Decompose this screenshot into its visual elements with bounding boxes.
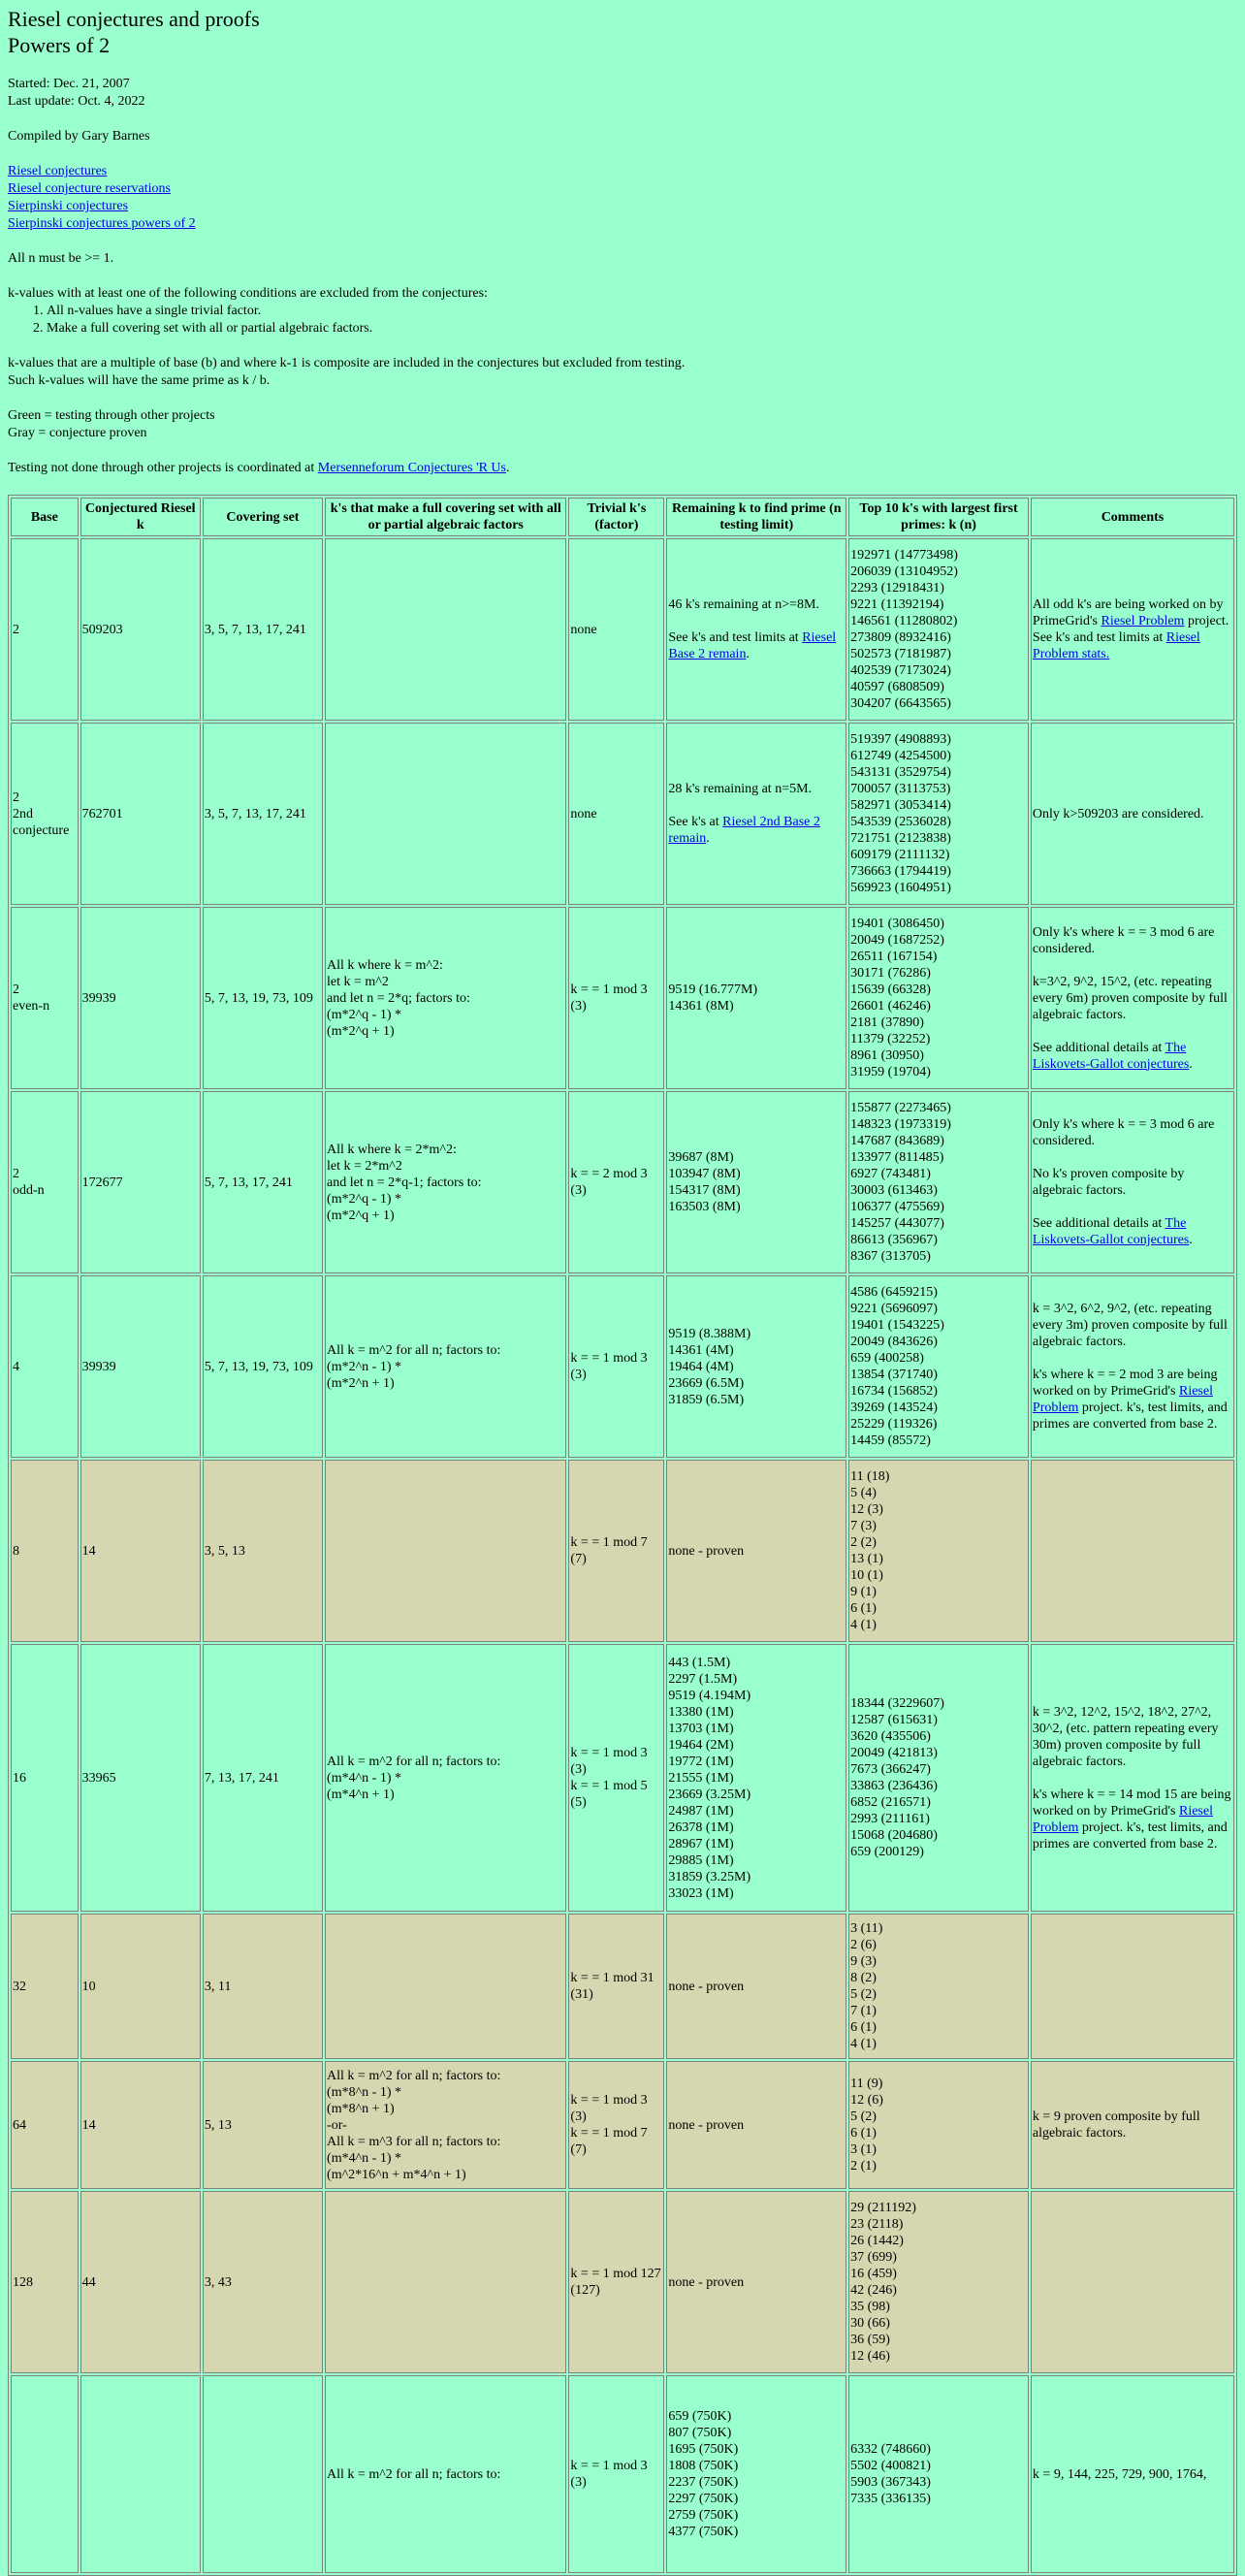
cell-trivial-ks: k = = 1 mod 31 (31) [568, 1914, 664, 2059]
cell-algebraic-ks [325, 1460, 566, 1642]
cell-comments: Only k>509203 are considered. [1031, 723, 1234, 905]
cell-remaining-k: 443 (1.5M) 2297 (1.5M) 9519 (4.194M) 13380 (1M) 13703 (1M) 19464 (2M) 19772 (1M) 21555 (1M) 23669 (3.25M) 24987 (1M) 26378 (1M) 28967 (1M) 29885 (1M) 31859 (3.25M) 33023 (1M) [666, 1644, 846, 1912]
cell-top10: 19401 (3086450) 20049 (1687252) 26511 (167154) 30171 (76286) 15639 (66328) 26601 (46246) 2181 (37890) 11379 (32252) 8961 (30950) 31959 (19704) [848, 907, 1029, 1089]
cell-top10: 11 (18) 5 (4) 12 (3) 7 (3) 2 (2) 13 (1) 10 (1) 9 (1) 6 (1) 4 (1) [848, 1460, 1029, 1642]
cell-algebraic-ks [325, 723, 566, 905]
table-row [11, 2061, 1234, 2189]
table-header-row [11, 498, 1234, 536]
excluded-intro: k-values with at least one of the following conditions are excluded from the conjectures: [8, 286, 488, 301]
cell-comments: k = 3^2, 12^2, 15^2, 18^2, 27^2, 30^2, (etc. pattern repeating every 30m) proven composite by full algebraic factors. k's where k = = 14 mod 15 are being worked on by PrimeGrid's Riesel Problem project. k's, test limits, and primes are converted from base 2. [1031, 1644, 1234, 1912]
cell-remaining-k: 46 k's remaining at n>=8M. See k's and test limits at Riesel Base 2 remain. [666, 538, 846, 721]
cell-conjectured-k: 10 [80, 1914, 201, 2059]
cell-covering-set: 5, 7, 13, 19, 73, 109 [203, 1275, 323, 1458]
green-legend: Green = testing through other projects [8, 408, 215, 423]
cell-top10: 155877 (2273465) 148323 (1973319) 147687 (843689) 133977 (811485) 6927 (743481) 30003 (613463) 106377 (475569) 145257 (443077) 86613 (356967) 8367 (313705) [848, 1091, 1029, 1273]
link-riesel-conjectures[interactable]: Riesel conjectures [8, 164, 108, 178]
cell-top10: 4586 (6459215) 9221 (5696097) 19401 (1543225) 20049 (843626) 659 (400258) 13854 (371740) 16734 (156852) 39269 (143524) 25229 (119326) 14459 (85572) [848, 1275, 1029, 1458]
cell-remaining-k: none - proven [666, 1914, 846, 2059]
cell-base: 32 [11, 1914, 79, 2059]
cell-algebraic-ks: All k = m^2 for all n; factors to: (m*8^n - 1) * (m*8^n + 1) -or- All k = m^3 for all n; factors to: (m*4^n - 1) * (m^2*16^n + m*4^n + 1) [325, 2061, 566, 2189]
comments-link[interactable]: The Liskovets-Gallot conjectures [1032, 1040, 1190, 1072]
cell-top10: 29 (211192) 23 (2118) 26 (1442) 37 (699) 16 (459) 42 (246) 35 (98) 30 (66) 36 (59) 12 (46) [848, 2191, 1029, 2373]
coordination-note: Testing not done through other projects is coordinated at Mersenneforum Conjectures 'R Us. [8, 461, 510, 475]
cell-remaining-k: none - proven [666, 2061, 846, 2189]
cell-covering-set: 3, 5, 13 [203, 1460, 323, 1642]
cell-conjectured-k: 33965 [80, 1644, 201, 1912]
col-header-top10: Top 10 k's with largest first primes: k (n) [848, 498, 1029, 536]
cell-conjectured-k: 14 [80, 1460, 201, 1642]
link-sierpinski-powers-of-2[interactable]: Sierpinski conjectures powers of 2 [8, 216, 196, 231]
link-mersenneforum[interactable]: Mersenneforum Conjectures 'R Us [317, 461, 506, 475]
cell-remaining-k: 9519 (16.777M) 14361 (8M) [666, 907, 846, 1089]
cell-top10: 18344 (3229607) 12587 (615631) 3620 (435506) 20049 (421813) 7673 (366247) 33863 (236436) 6852 (216571) 2993 (211161) 15068 (204680) 659 (200129) [848, 1644, 1029, 1912]
page-subtitle: Powers of 2 [8, 33, 111, 57]
table-row [11, 723, 1234, 905]
cell-trivial-ks: none [568, 538, 664, 721]
cell-trivial-ks: k = = 1 mod 3 (3) [568, 907, 664, 1089]
cell-covering-set: 3, 5, 7, 13, 17, 241 [203, 538, 323, 721]
col-header-covering-set: Covering set [203, 498, 323, 536]
cell-top10: 6332 (748660) 5502 (400821) 5903 (367343) 7335 (336135) [848, 2375, 1029, 2573]
cell-top10: 11 (9) 12 (6) 5 (2) 6 (1) 3 (1) 2 (1) [848, 2061, 1029, 2189]
table-row [11, 538, 1234, 721]
cell-conjectured-k: 762701 [80, 723, 201, 905]
cell-covering-set: 3, 5, 7, 13, 17, 241 [203, 723, 323, 905]
page-title: Riesel conjectures and proofs [8, 7, 260, 31]
col-header-trivial-ks: Trivial k's (factor) [568, 498, 664, 536]
cell-conjectured-k [80, 2375, 201, 2573]
col-header-comments: Comments [1031, 498, 1234, 536]
started-date: Started: Dec. 21, 2007 [8, 77, 130, 91]
gray-legend: Gray = conjecture proven [8, 426, 147, 440]
compiled-by: Compiled by Gary Barnes [8, 129, 150, 144]
cell-conjectured-k: 39939 [80, 907, 201, 1089]
cell-comments: All odd k's are being worked on by PrimeGrid's Riesel Problem project. See k's and test limits at Riesel Problem stats. [1031, 538, 1234, 721]
cell-base: 2 2nd conjecture [11, 723, 79, 905]
cell-top10: 192971 (14773498) 206039 (13104952) 2293 (12918431) 9221 (11392194) 146561 (11280802) 273809 (8932416) 502573 (7181987) 402539 (7173024) 40597 (6808509) 304207 (6643565) [848, 538, 1029, 721]
cell-algebraic-ks: All k where k = m^2: let k = m^2 and let n = 2*q; factors to: (m*2^q - 1) * (m*2^q + 1) [325, 907, 566, 1089]
cell-base: 64 [11, 2061, 79, 2189]
table-row [11, 1275, 1234, 1458]
cell-conjectured-k: 44 [80, 2191, 201, 2373]
table-row [11, 2191, 1234, 2373]
cell-algebraic-ks [325, 1914, 566, 2059]
table-row [11, 1644, 1234, 1912]
condition-item: 1. All n-values have a single trivial factor. [47, 303, 1237, 320]
cell-comments: Only k's where k = = 3 mod 6 are considered. k=3^2, 9^2, 15^2, (etc. repeating every 6m) proven composite by full algebraic factors. See additional details at The Liskovets-Gallot conjectures. [1031, 907, 1234, 1089]
col-header-conjectured-k: Conjectured Riesel k [80, 498, 201, 536]
cell-covering-set: 7, 13, 17, 241 [203, 1644, 323, 1912]
cell-conjectured-k: 14 [80, 2061, 201, 2189]
cell-comments [1031, 1460, 1234, 1642]
cell-covering-set: 5, 7, 13, 17, 241 [203, 1091, 323, 1273]
cell-comments: k = 9 proven composite by full algebraic factors. [1031, 2061, 1234, 2189]
cell-base: 2 [11, 538, 79, 721]
comments-link[interactable]: Riesel Problem [1032, 1384, 1213, 1415]
n-rule: All n must be >= 1. [8, 251, 114, 266]
cell-covering-set: 5, 7, 13, 19, 73, 109 [203, 907, 323, 1089]
table-row [11, 2375, 1234, 2573]
cell-conjectured-k: 172677 [80, 1091, 201, 1273]
cell-remaining-k: 9519 (8.388M) 14361 (4M) 19464 (4M) 23669 (6.5M) 31859 (6.5M) [666, 1275, 846, 1458]
cell-trivial-ks: k = = 1 mod 3 (3) k = = 1 mod 5 (5) [568, 1644, 664, 1912]
multiple-rule: k-values that are a multiple of base (b) and where k-1 is composite are included in the conjectures but excluded from testing. [8, 356, 686, 370]
cell-covering-set: 5, 13 [203, 2061, 323, 2189]
cell-trivial-ks: k = = 1 mod 3 (3) k = = 1 mod 7 (7) [568, 2061, 664, 2189]
cell-base: 8 [11, 1460, 79, 1642]
cell-algebraic-ks [325, 538, 566, 721]
cell-covering-set: 3, 11 [203, 1914, 323, 2059]
remaining-link[interactable]: Riesel Base 2 remain [668, 630, 837, 661]
cell-remaining-k: none - proven [666, 2191, 846, 2373]
cell-covering-set [203, 2375, 323, 2573]
table-body [11, 538, 1234, 2573]
table-row [11, 1091, 1234, 1273]
cell-top10: 3 (11) 2 (6) 9 (3) 8 (2) 5 (2) 7 (1) 6 (1) 4 (1) [848, 1914, 1029, 2059]
comments-link[interactable]: Riesel Problem [1101, 614, 1185, 628]
col-header-remaining-k: Remaining k to find prime (n testing limit) [666, 498, 846, 536]
col-header-base: Base [11, 498, 79, 536]
table-row [11, 1914, 1234, 2059]
table-row [11, 1460, 1234, 1642]
cell-top10: 519397 (4908893) 612749 (4254500) 543131 (3529754) 700057 (3113753) 582971 (3053414) 543539 (2536028) 721751 (2123838) 609179 (2111132) 736663 (1794419) 569923 (1604951) [848, 723, 1029, 905]
cell-comments: Only k's where k = = 3 mod 6 are considered. No k's proven composite by algebraic factors. See additional details at The Liskovets-Gallot conjectures. [1031, 1091, 1234, 1273]
cell-covering-set: 3, 43 [203, 2191, 323, 2373]
cell-algebraic-ks: All k = m^2 for all n; factors to: (m*4^n - 1) * (m*4^n + 1) [325, 1644, 566, 1912]
cell-conjectured-k: 39939 [80, 1275, 201, 1458]
cell-trivial-ks: k = = 1 mod 3 (3) [568, 2375, 664, 2573]
table-row [11, 907, 1234, 1089]
comments-link[interactable]: Riesel Problem [1032, 1803, 1213, 1835]
cell-algebraic-ks: All k = m^2 for all n; factors to: [325, 2375, 566, 2573]
link-sierpinski-conjectures[interactable]: Sierpinski conjectures [8, 199, 129, 213]
link-riesel-reservations[interactable]: Riesel conjecture reservations [8, 181, 171, 196]
last-update-date: Last update: Oct. 4, 2022 [8, 94, 145, 109]
cell-base [11, 2375, 79, 2573]
cell-comments [1031, 2191, 1234, 2373]
cell-comments: k = 3^2, 6^2, 9^2, (etc. repeating every 3m) proven composite by full algebraic factors. k's where k = = 2 mod 3 are being worked on by PrimeGrid's Riesel Problem project. k's, test limits, and primes are converted from base 2. [1031, 1275, 1234, 1458]
cell-base: 4 [11, 1275, 79, 1458]
cell-base: 16 [11, 1644, 79, 1912]
conjectures-table [8, 495, 1237, 2576]
cell-comments: k = 9, 144, 225, 729, 900, 1764, [1031, 2375, 1234, 2573]
nav-links [8, 163, 1237, 233]
excluded-conditions [8, 303, 1237, 338]
cell-algebraic-ks: All k = m^2 for all n; factors to: (m*2^n - 1) * (m*2^n + 1) [325, 1275, 566, 1458]
cell-trivial-ks: k = = 1 mod 3 (3) [568, 1275, 664, 1458]
cell-algebraic-ks: All k where k = 2*m^2: let k = 2*m^2 and let n = 2*q-1; factors to: (m*2^q - 1) * (m*2^q + 1) [325, 1091, 566, 1273]
cell-algebraic-ks [325, 2191, 566, 2373]
cell-trivial-ks: k = = 2 mod 3 (3) [568, 1091, 664, 1273]
cell-base: 2 odd-n [11, 1091, 79, 1273]
condition-item: 2. Make a full covering set with all or partial algebraic factors. [47, 320, 1237, 338]
multiple-rule-note: Such k-values will have the same prime as k / b. [8, 373, 271, 388]
comments-link[interactable]: The Liskovets-Gallot conjectures [1032, 1216, 1190, 1247]
cell-remaining-k: none - proven [666, 1460, 846, 1642]
comments-link-2[interactable]: Riesel Problem stats. [1032, 630, 1200, 661]
cell-base: 128 [11, 2191, 79, 2373]
cell-trivial-ks: k = = 1 mod 7 (7) [568, 1460, 664, 1642]
cell-conjectured-k: 509203 [80, 538, 201, 721]
cell-comments [1031, 1914, 1234, 2059]
cell-base: 2 even-n [11, 907, 79, 1089]
cell-trivial-ks: k = = 1 mod 127 (127) [568, 2191, 664, 2373]
col-header-algebraic-ks: k's that make a full covering set with all or partial algebraic factors [325, 498, 566, 536]
cell-remaining-k: 659 (750K) 807 (750K) 1695 (750K) 1808 (750K) 2237 (750K) 2297 (750K) 2759 (750K) 4377 (750K) [666, 2375, 846, 2573]
cell-trivial-ks: none [568, 723, 664, 905]
remaining-link[interactable]: Riesel 2nd Base 2 remain [668, 815, 820, 846]
cell-remaining-k: 39687 (8M) 103947 (8M) 154317 (8M) 163503 (8M) [666, 1091, 846, 1273]
cell-remaining-k: 28 k's remaining at n=5M. See k's at Riesel 2nd Base 2 remain. [666, 723, 846, 905]
